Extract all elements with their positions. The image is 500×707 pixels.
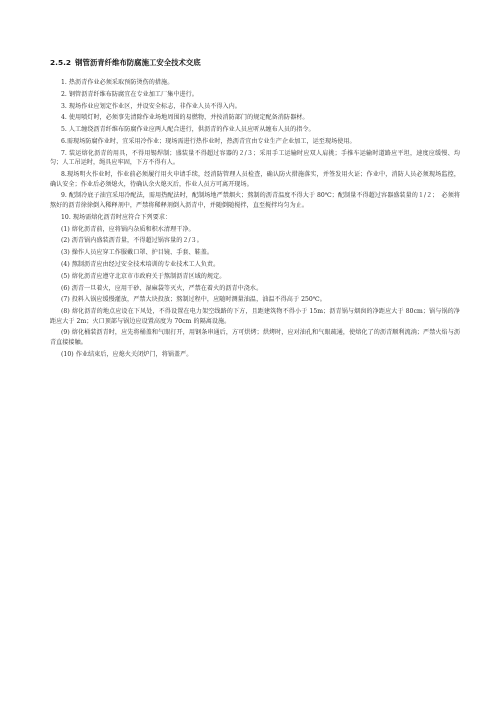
sub-item-9: (9) 熔化桶装沥青时，应先将桶盖和气眼打开，用钢条串通后，方可烘烤；烘烤时，应对油孔和气眼疏通，使熔化了的沥青顺利流淌；严禁火焰与沥青直接接触。 bbox=[50, 329, 460, 347]
sub-item-5: (5) 熔化沥青应遵守北京市市政府关于熬制沥青区域的规定。 bbox=[61, 272, 226, 280]
sub-item-7: (7) 投料入锅应缓慢灌放，严禁大块投放；熬制过程中，应随时测量油温，油温不得高于 250℃。 bbox=[61, 296, 326, 304]
paragraph-8: 8.现场明火作业时，作业前必须履行用火申请手续，经消防管理人员检查，确认防火措施落实，并签发用火证；作业中，消防人员必须现场监控，确认安全；作业后必须熄火，待确认余火熄灭后，作业人员方可离开现场。 bbox=[50, 171, 460, 188]
sub-item-8: (8) 熔化沥青的地点应设在下风处，不得设置在电力架空线路的下方，且距建筑物不得小于 15m；沥青锅与烟囱的净距应大于 80cm；锅与锅的净距应大于 2m；火口顶部与锅边应设置高度为 70cm 的隔离设施。 bbox=[50, 308, 460, 325]
sub-item-2: (2) 沥青锅内盛装沥青量，不得超过锅容量的２/３。 bbox=[61, 237, 203, 245]
paragraph-2: 2. 钢管沥青纤维布防腐宜在专业加工厂集中进行。 bbox=[61, 90, 198, 98]
paragraph-6: 6.需现场防腐作业时，宜采用冷作业；现场需进行热作业时，热沥青宜由专业生产企业加工，运至现场使用。 bbox=[61, 137, 356, 145]
paragraph-9: 9. 配制冷底子油宜采用冷配法，需用热配法时，配制场地严禁烟火；熬制的沥青温度不得大于 80℃；配制量不得超过容器盛装量的１/２； 必须将熬好的沥青徐徐倒入稀释剂中，严禁将稀释剂倒入沥青中，并随倒随搅拌，直至搅拌均匀为止。 bbox=[50, 192, 460, 210]
paragraph-5: 5. 人工缠绕沥青纤维布防腐作业应两人配合进行，供沥青的作业人员应听从缠布人员的指令。 bbox=[61, 126, 315, 134]
section-title: 钢管沥青纤维布防腐施工安全技术交底 bbox=[75, 58, 201, 67]
section-body bbox=[50, 78, 460, 359]
sub-item-1: (1) 熔化沥青前，应将锅内杂质和积水清理干净。 bbox=[61, 225, 195, 233]
paragraph-10: 10. 现场需熔化沥青时应符合下列要求： bbox=[61, 213, 172, 221]
section-number: 2.5.2 bbox=[50, 58, 72, 67]
sub-item-3: (3) 操作人员应穿工作服戴口罩、护目镜、手套、鞋盖。 bbox=[61, 249, 214, 257]
paragraph-3: 3. 现场作业应划定作业区，并设安全标志，非作业人员不得入内。 bbox=[61, 102, 241, 110]
paragraph-1: 1. 热沥青作业必须采取预防烫伤的措施。 bbox=[61, 79, 174, 86]
document-page bbox=[50, 58, 460, 362]
paragraph-7: 7. 装运熔化沥青的用具，不得用锡焊制；盛装量不得超过容器的２/３；采用手工运输时应双人肩挑；手推车运输时道路应平坦，速度应缓慢、均匀；人工吊运时，绳具应牢固，下方不得有人。 bbox=[50, 149, 460, 167]
paragraph-4: 4. 使用喷灯时，必须事先清除作业场地周围的易燃物，并按消防部门的规定配备消防器材。 bbox=[61, 114, 309, 122]
sub-item-4: (4) 熬制沥青应由经过安全技术培训的专业技术工人负责。 bbox=[61, 260, 220, 268]
sub-item-6: (6) 沥青一旦着火，应用干砂、湿麻袋等灭火，严禁在着火的沥青中浇水。 bbox=[61, 284, 263, 292]
sub-item-10: (10) 作业结束后，应熄火关闭炉门，将锅盖严。 bbox=[61, 350, 193, 358]
section-heading bbox=[50, 58, 460, 68]
